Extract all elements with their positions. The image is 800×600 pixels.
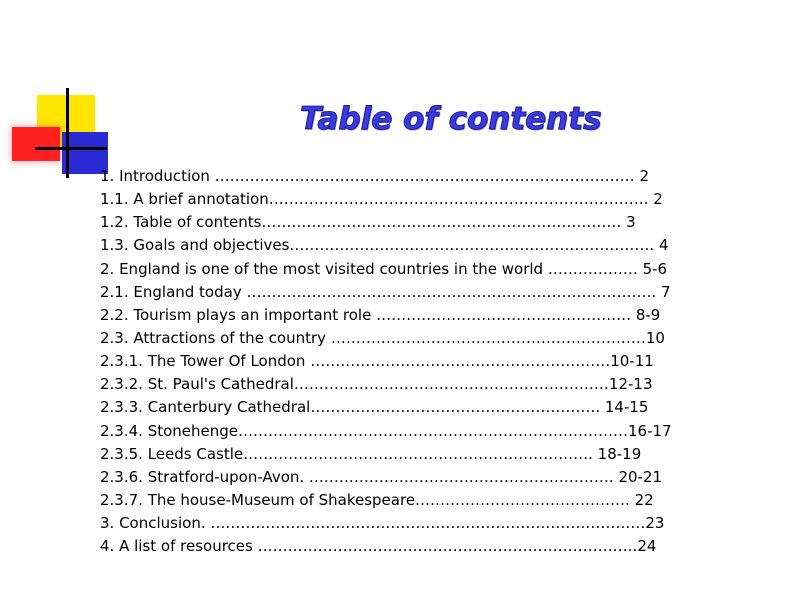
toc-entry: 2.3. Attractions of the country ………………………………………………………10 bbox=[100, 328, 665, 347]
toc-entry: 2.3.1. The Tower Of London ……………………………………………………10-11 bbox=[100, 352, 654, 371]
toc-entry: 2.2. Tourism plays an important role …………………………………………… 8-9 bbox=[100, 305, 661, 324]
toc-entry: 1. Introduction ………………………………………………………………………… 2 bbox=[100, 167, 649, 185]
toc-entry: 2.1. England today ………………………………………………………………………. 7 bbox=[100, 282, 671, 301]
decor-vertical-line bbox=[66, 88, 69, 178]
toc-entry: 1.3. Goals and objectives………………………………………………………………. 4 bbox=[100, 236, 669, 255]
toc-entry: 3. Conclusion. ……………………………………………………………………………23 bbox=[100, 514, 665, 533]
toc-entry: 2.3.7. The house-Museum of Shakespeare……………………………………. 22 bbox=[100, 490, 654, 509]
toc-entry: 4. A list of resources ………………………………………………………………….24 bbox=[100, 537, 657, 556]
toc-entry: 2.3.3. Canterbury Cathedral…………………………………………………. 14-15 bbox=[100, 398, 649, 417]
toc-entry: 2.3.5. Leeds Castle……………………………………………………………. 18-19 bbox=[100, 444, 642, 463]
page-title: Table of contents bbox=[300, 101, 602, 137]
toc-entry: 2.3.2. St. Paul's Cathedral………………………………………………………12-13 bbox=[100, 375, 653, 394]
toc-list bbox=[100, 165, 672, 558]
decor-horizontal-line bbox=[35, 147, 107, 150]
toc-entry: 2. England is one of the most visited countries in the world ……………… 5-6 bbox=[100, 259, 668, 278]
toc-entry: 2.3.4. Stonehenge……………………………………………………………………16-17 bbox=[100, 421, 672, 440]
decor-red-square bbox=[12, 127, 60, 161]
toc-entry: 1.1. A brief annotation…………………………………………………………………. 2 bbox=[100, 190, 663, 209]
toc-entry: 2.3.6. Stratford-upon-Avon. ……………………………………………………. 20-21 bbox=[100, 467, 663, 486]
toc-entry: 1.2. Table of contents……………………………………………………………… 3 bbox=[100, 213, 636, 232]
